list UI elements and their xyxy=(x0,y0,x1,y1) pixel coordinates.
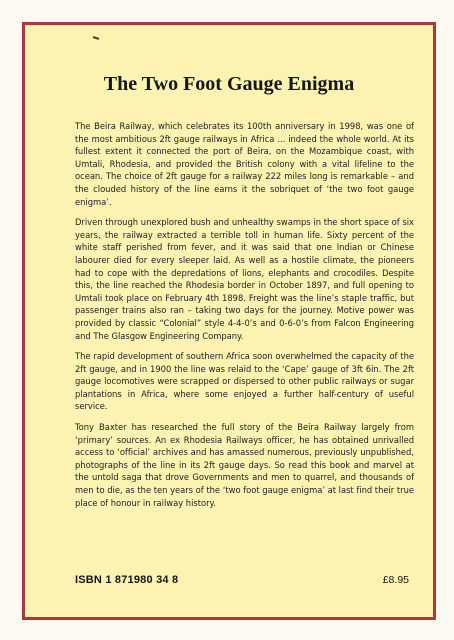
blurb-paragraph-1: The Beira Railway, which celebrates its 100th anniversary in 1998, was one of the most ambitious 2ft gauge railways in Africa ... indeed the whole world. At its fullest extent it connected the port of Beira, on the Mozambique coast, with Umtali, Rhodesia, and provided the British colony with a vital lifeline to the ocean. The choice of 2ft gauge for a railway 222 miles long is remarkable – and the clouded history of the line earns it the sobriquet of ‘the two foot gauge enigma’. xyxy=(75,121,414,207)
blurb xyxy=(75,120,414,517)
printer-mark xyxy=(93,36,99,40)
back-cover xyxy=(22,22,436,620)
blurb-paragraph-3: The rapid development of southern Africa soon overwhelmed the capacity of the 2ft gauge, and in 1900 the line was relaid to the ‘Cape’ gauge of 3ft 6in. The 2ft gauge locomotives were scrapped or dispersed to other public railways or sugar plantations in Africa, where some enjoyed a further half-century of useful service. xyxy=(75,351,414,412)
isbn: ISBN 1 871980 34 8 xyxy=(75,574,179,586)
blurb-paragraph-4: Tony Baxter has researched the full story of the Beira Railway largely from ‘primary’ sources. An ex Rhodesia Railways officer, he has obtained unrivalled access to ‘official’ archives and has amassed numerous, previously unpublished, photographs of the line in its 2ft gauge days. So read this book and marvel at the untold saga that drove Governments and men to quarrel, and thousands of men to die, as the ten years of the ‘two foot gauge enigma’ at last find their true place of honour in railway history. xyxy=(75,422,414,508)
price: £8.95 xyxy=(382,574,409,586)
blurb-paragraph-2: Driven through unexplored bush and unhealthy swamps in the short space of six years, the railway extracted a terrible toll in human life. Sixty percent of the white staff perished from fever, and it was said that one Indian or Chinese labourer died for every sleeper laid. As well as a hostile climate, the pioneers had to cope with the depredations of lions, elephants and crocodiles. Despite this, the line reached the Rhodesia border in October 1897, and full opening to Umtali took place on February 4th 1898. Freight was the line’s staple traffic, but passenger trains also ran – taking two days for the journey. Motive power was provided by classic “Colonial” style 4-4-0’s and 0-6-0’s from Falcon Engineering and The Glasgow Engineering Company. xyxy=(75,217,414,341)
book-title: The Two Foot Gauge Enigma xyxy=(103,73,355,95)
